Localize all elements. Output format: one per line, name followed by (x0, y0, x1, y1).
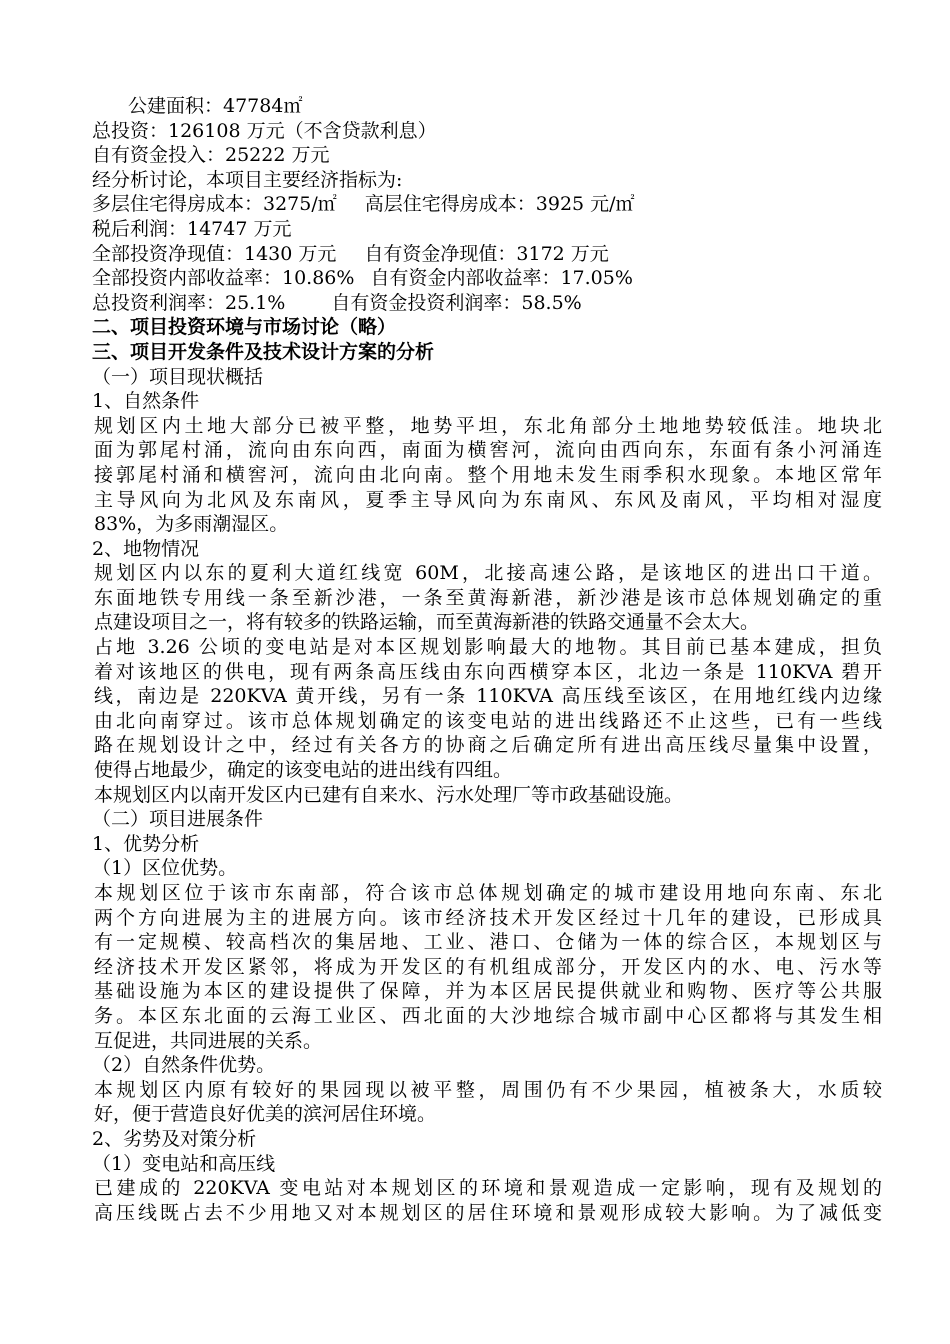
paragraph-terrain-substation (92, 635, 882, 783)
paragraph-line: 接郭尾村涌和横窖河，流向由北向南。整个用地未发生雨季积水现象。本地区常年 (94, 463, 882, 486)
npv-all: 全部投资净现值：1430 万元 (92, 242, 337, 265)
paragraph-location-advantage (92, 881, 882, 1053)
paragraph-terrain-roads (92, 561, 882, 635)
subheading-disadvantages: 2、劣势及对策分析 (92, 1127, 257, 1150)
paragraph-line: 本规划区位于该市东南部，符合该市总体规划确定的城市建设用地向东南、东北 (94, 882, 882, 904)
subheading-natural-conditions: 1、自然条件 (92, 390, 200, 413)
paragraph-line: 面为郭尾村涌，流向由东向西，南面为横窖河，流向由西向东，东面有条小河涌连 (94, 439, 882, 462)
subheading-terrain: 2、地物情况 (92, 537, 200, 560)
paragraph-line: 规划区内土地大部分已被平整，地势平坦，东北角部分土地地势较低洼。地块北 (94, 414, 882, 437)
paragraph-line: 有一定规模、较高档次的集居地、工业、港口、仓储为一体的综合区，本规划区与 (94, 931, 882, 954)
paragraph-line: 由北向南穿过。该市总体规划确定的该变电站的进出线路还不止这些，已有一些线 (94, 709, 882, 732)
document-page (92, 94, 882, 1225)
paragraph-line: 线，南边是 220KVA 黄开线，另有一条 110KVA 高压线至该区，在用地红线内边缘 (94, 685, 882, 708)
subsection-heading-2: （二）项目进展条件 (92, 808, 264, 831)
multi-storey-cost: 多层住宅得房成本：3275/㎡ (92, 193, 337, 216)
roi-line (92, 291, 882, 316)
roi-own: 自有资金投资利润率：58.5% (331, 291, 582, 314)
high-rise-cost: 高层住宅得房成本：3925 元/㎡ (364, 193, 635, 216)
paragraph-line: 经济技术开发区紧邻，将成为开发区的有机组成部分，开发区内的水、电、污水等 (94, 955, 882, 978)
subheading-advantages: 1、优势分析 (92, 832, 200, 855)
paragraph-line: 好，便于营造良好优美的滨河居住环境。 (94, 1103, 437, 1126)
paragraph-line: 务。本区东北面的云海工业区、西北面的大沙地综合城市副中心区都将与其发生相 (94, 1004, 882, 1027)
paragraph-line: 着对该地区的供电，现有两条高压线由东向西横穿本区，北边一条是 110KVA 碧开 (94, 660, 882, 683)
public-area-line: 公建面积：47784㎡ (128, 95, 303, 117)
paragraph-line: 占地 3.26 公顷的变电站是对本区规划影响最大的地物。其目前已基本建成，担负 (94, 636, 882, 659)
indicators-intro-line: 经分析讨论，本项目主要经济指标为: (92, 168, 403, 191)
paragraph-line: 东面地铁专用线一条至新沙港，一条至黄海新港，新沙港是该市总体规划确定的重 (94, 586, 882, 609)
after-tax-profit-line: 税后利润：14747 万元 (92, 217, 292, 240)
irr-own: 自有资金内部收益率：17.05% (370, 267, 633, 290)
paragraph-line: 主导风向为北风及东南风，夏季主导风向为东南风、东风及南风，平均相对湿度 (94, 488, 882, 511)
section-heading-3: 三、项目开发条件及技术设计方案的分析 (92, 340, 435, 363)
paragraph-line: 点建设项目之一，将有较多的铁路运输，而至黄海新港的铁路交通量不会太大。 (94, 611, 760, 634)
paragraph-line: 使得占地最少，确定的该变电站的进出线有四组。 (94, 759, 513, 782)
cost-line (92, 192, 882, 217)
own-capital-line: 自有资金投入：25222 万元 (92, 144, 330, 167)
paragraph-natural-conditions (92, 414, 882, 537)
paragraph-line: 互促进，共同进展的关系。 (94, 1029, 323, 1052)
npv-line (92, 242, 882, 267)
paragraph-line: 已建成的 220KVA 变电站对本规划区的环境和景观造成一定影响，现有及规划的 (94, 1177, 882, 1200)
paragraph-natural-advantage (92, 1078, 882, 1127)
paragraph-line: 两个方向进展为主的进展方向。该市经济技术开发区经过十几年的建设，已形成具 (94, 906, 882, 929)
paragraph-line: 本规划区内原有较好的果园现以被平整，周围仍有不少果园，植被条大，水质较 (94, 1078, 882, 1101)
section-heading-2: 二、项目投资环境与市场讨论（略） (92, 316, 397, 339)
irr-all: 全部投资内部收益率：10.86% (92, 267, 355, 290)
irr-line (92, 266, 882, 291)
paragraph-line: 规划区内以东的夏利大道红线宽 60M，北接高速公路，是该地区的进出口干道。 (94, 562, 882, 585)
subsection-heading-1: （一）项目现状概括 (92, 365, 264, 388)
subheading-natural-advantage: （2）自然条件优势。 (92, 1054, 276, 1077)
paragraph-line: 路在规划设计之中，经过有关各方的协商之后确定所有进出高压线尽量集中设置， (94, 734, 882, 757)
paragraph-terrain-infrastructure (92, 783, 882, 808)
npv-own: 自有资金净现值：3172 万元 (364, 242, 609, 265)
paragraph-line: 本规划区内以南开发区内已建有自来水、污水处理厂等市政基础设施。 (94, 783, 684, 806)
paragraph-line: 基础设施为本区的建设提供了保障，并为本区居民提供就业和购物、医疗等公共服 (94, 980, 882, 1003)
roi-all: 总投资利润率：25.1% (92, 291, 286, 314)
paragraph-line: 83%，为多雨潮湿区。 (94, 513, 289, 536)
subheading-location-advantage: （1）区位优势。 (92, 857, 238, 880)
total-investment-line: 总投资：126108 万元（不含贷款利息） (92, 119, 437, 142)
paragraph-substation (92, 1176, 882, 1225)
subheading-substation: （1）变电站和高压线 (92, 1152, 276, 1175)
paragraph-line: 高压线既占去不少用地又对本规划区的居住环境和景观形成较大影响。为了减低变 (94, 1201, 882, 1224)
